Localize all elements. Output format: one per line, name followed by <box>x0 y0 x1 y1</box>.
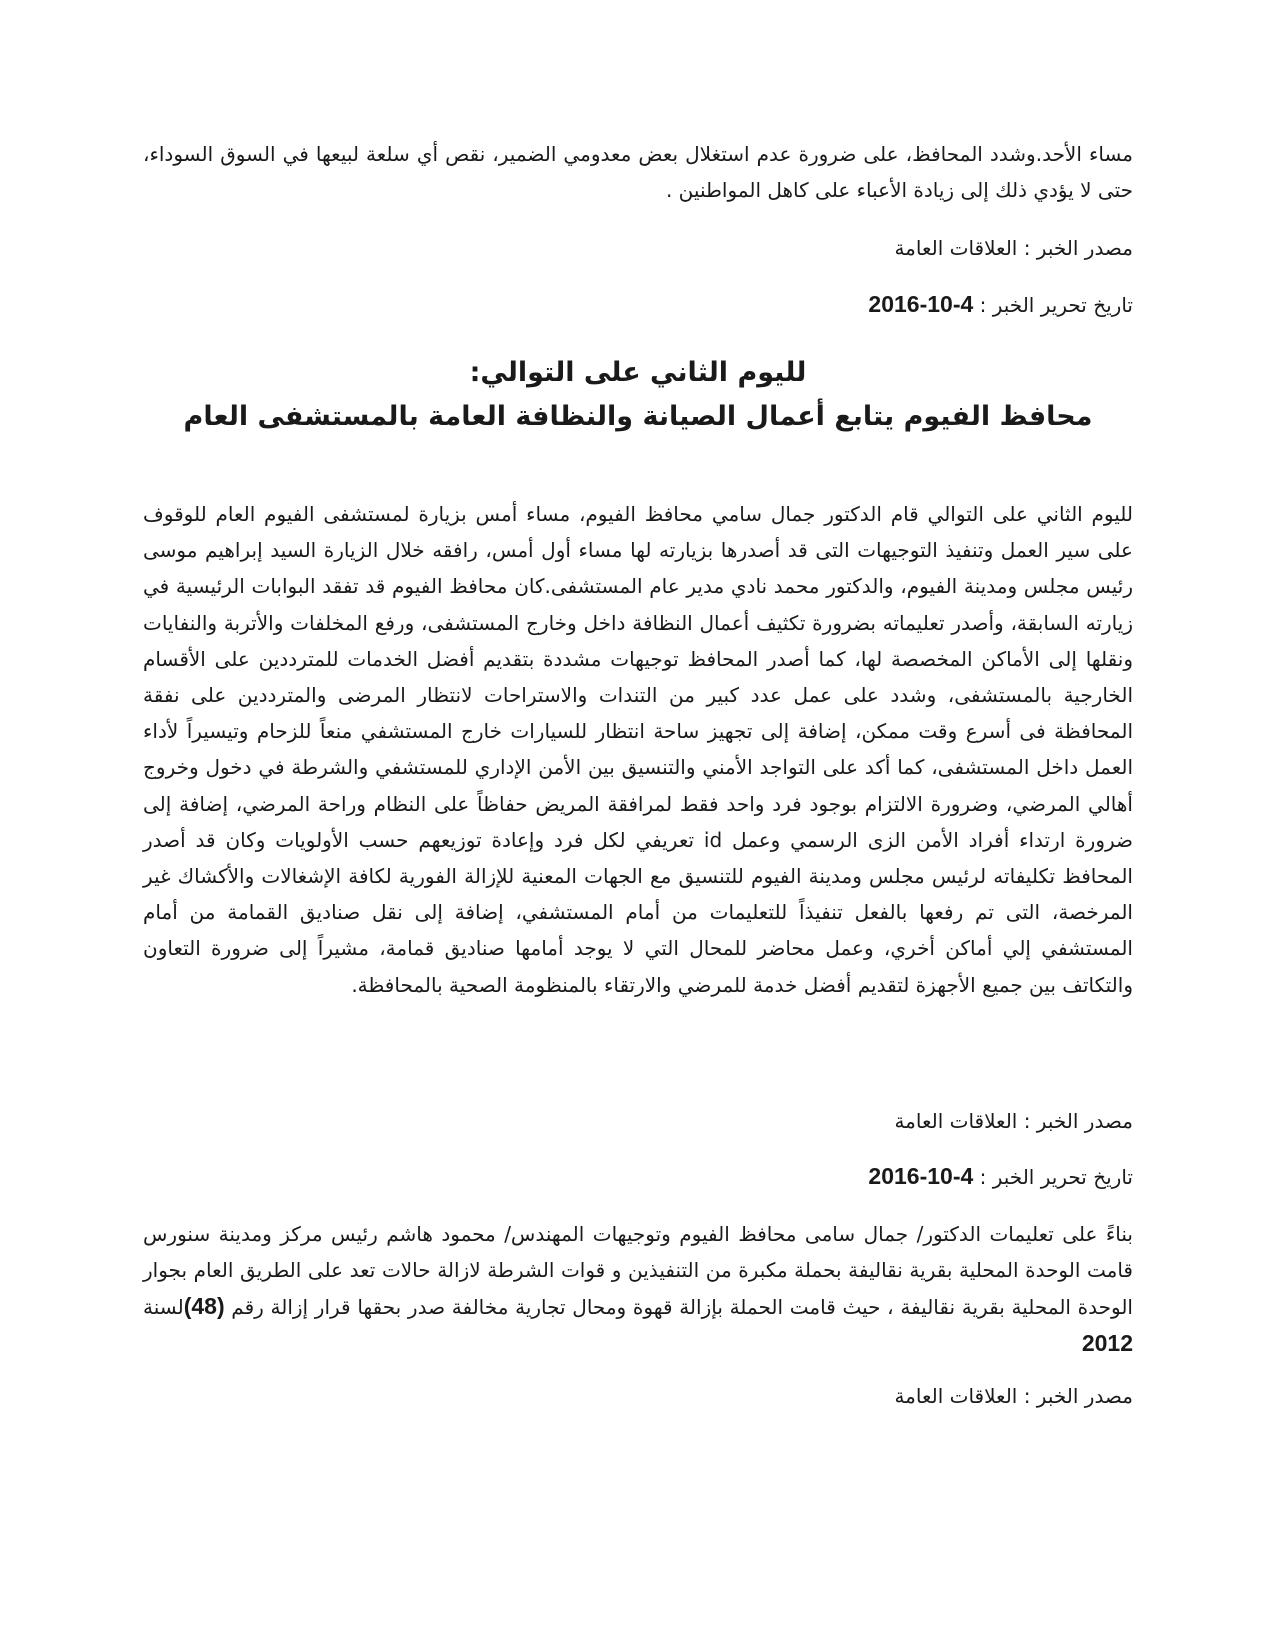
article2-source: مصدر الخبر : العلاقات العامة <box>894 1109 1133 1133</box>
article2-date <box>868 1161 1133 1192</box>
year-value: 2012 <box>1081 1330 1133 1356</box>
article2-headline <box>143 351 1133 439</box>
date-label: تاريخ تحرير الخبر : <box>973 293 1133 317</box>
year-label: لسنة <box>143 1295 184 1319</box>
article1-source: مصدر الخبر : العلاقات العامة <box>894 236 1133 260</box>
date-value: 2016-10-4 <box>868 291 974 317</box>
article1-date <box>868 289 1133 320</box>
article2-paragraph: لليوم الثاني على التوالي قام الدكتور جمال سامي محافظ الفيوم، مساء أمس بزيارة لمستشفى الفيوم العام للوقوف على سير العمل وتنفيذ التوجيهات التى قد أصدرها بزيارته لها مساء أول أمس، رافقه خلال الزيارة السيد إبراهيم موسى رئيس مجلس ومدينة الفيوم، والدكتور محمد نادي مدير عام المستشفى.كان محافظ الفيوم قد تفقد البوابات الرئيسية في زيارته السابقة، وأصدر تعليماته بضرورة تكثيف أعمال النظافة داخل وخارج المستشفى، ورفع المخلفات والأتربة والنفايات ونقلها إلى الأماكن المخصصة لها، كما أصدر المحافظ توجيهات مشددة بتقديم أفضل الخدمات للمترددين على الأقسام الخارجية بالمستشفى، وشدد على عمل عدد كبير من التندات والاستراحات لانتظار المرضى والمترددين على نفقة المحافظة فى أسرع وقت ممكن، إضافة إلى تجهيز ساحة انتظار للسيارات خارج المستشفي منعاً للزحام وتيسيراً لأداء العمل داخل المستشفى، كما أكد على التواجد الأمني والتنسيق بين الأمن الإداري للمستشفي والشرطة في دخول وخروج أهالي المرضي، وضرورة الالتزام بوجود فرد واحد فقط لمرافقة المريض حفاظاً على النظام وراحة المرضي، إضافة إلى ضرورة ارتداء أفراد الأمن الزى الرسمي وعمل id تعريفي لكل فرد وإعادة توزيعهم حسب الأولويات وكان قد أصدر المحافظ تكليفاته لرئيس مجلس ومدينة الفيوم للتنسيق مع الجهات المعنية للإزالة الفورية لكافة الإشغالات والأكشاك غير المرخصة، التى تم رفعها بالفعل تنفيذاً للتعليمات من أمام المستشفي، إضافة إلى نقل صناديق القمامة من أمام المستشفي إلي أماكن أخري، وعمل محاضر للمحال التي لا يوجد أمامها صناديق قمامة، مشيراً إلى ضرورة التعاون والتكاتف بين جميع الأجهزة لتقديم أفضل خدمة للمرضي والارتقاء بالمنظومة الصحية بالمحافظة. <box>143 502 1133 997</box>
article1-paragraph: مساء الأحد.وشدد المحافظ، على ضرورة عدم استغلال بعض معدومي الضمير، نقص أي سلعة لبيعها في السوق السوداء، حتى لا يؤدي ذلك إلى زيادة الأعباء على كاهل المواطنين . <box>143 142 1133 202</box>
date-label: تاريخ تحرير الخبر : <box>973 1165 1133 1189</box>
decision-number: (48) <box>183 1293 225 1319</box>
article3-paragraph <box>143 1216 1133 1362</box>
date-value: 2016-10-4 <box>868 1163 974 1189</box>
headline-line-1: لليوم الثاني على التوالي: <box>469 357 807 388</box>
article3-text: بناءً على تعليمات الدكتور/ جمال سامى محافظ الفيوم وتوجيهات المهندس/ محمود هاشم رئيس مركز ومدينة سنورس قامت الوحدة المحلية بقرية نقاليفة بحملة مكبرة من التنفيذين و قوات الشرطة لازالة حالات تعد على الطريق العام بجوار الوحدة المحلية بقرية نقاليفة ، حيث قامت الحملة بإزالة قهوة ومحال تجارية مخالفة صدر بحقها قرار إزالة رقم <box>143 1222 1133 1319</box>
article3-source: مصدر الخبر : العلاقات العامة <box>894 1384 1133 1408</box>
headline-line-2: محافظ الفيوم يتابع أعمال الصيانة والنظافة العامة بالمستشفى العام <box>183 401 1093 432</box>
